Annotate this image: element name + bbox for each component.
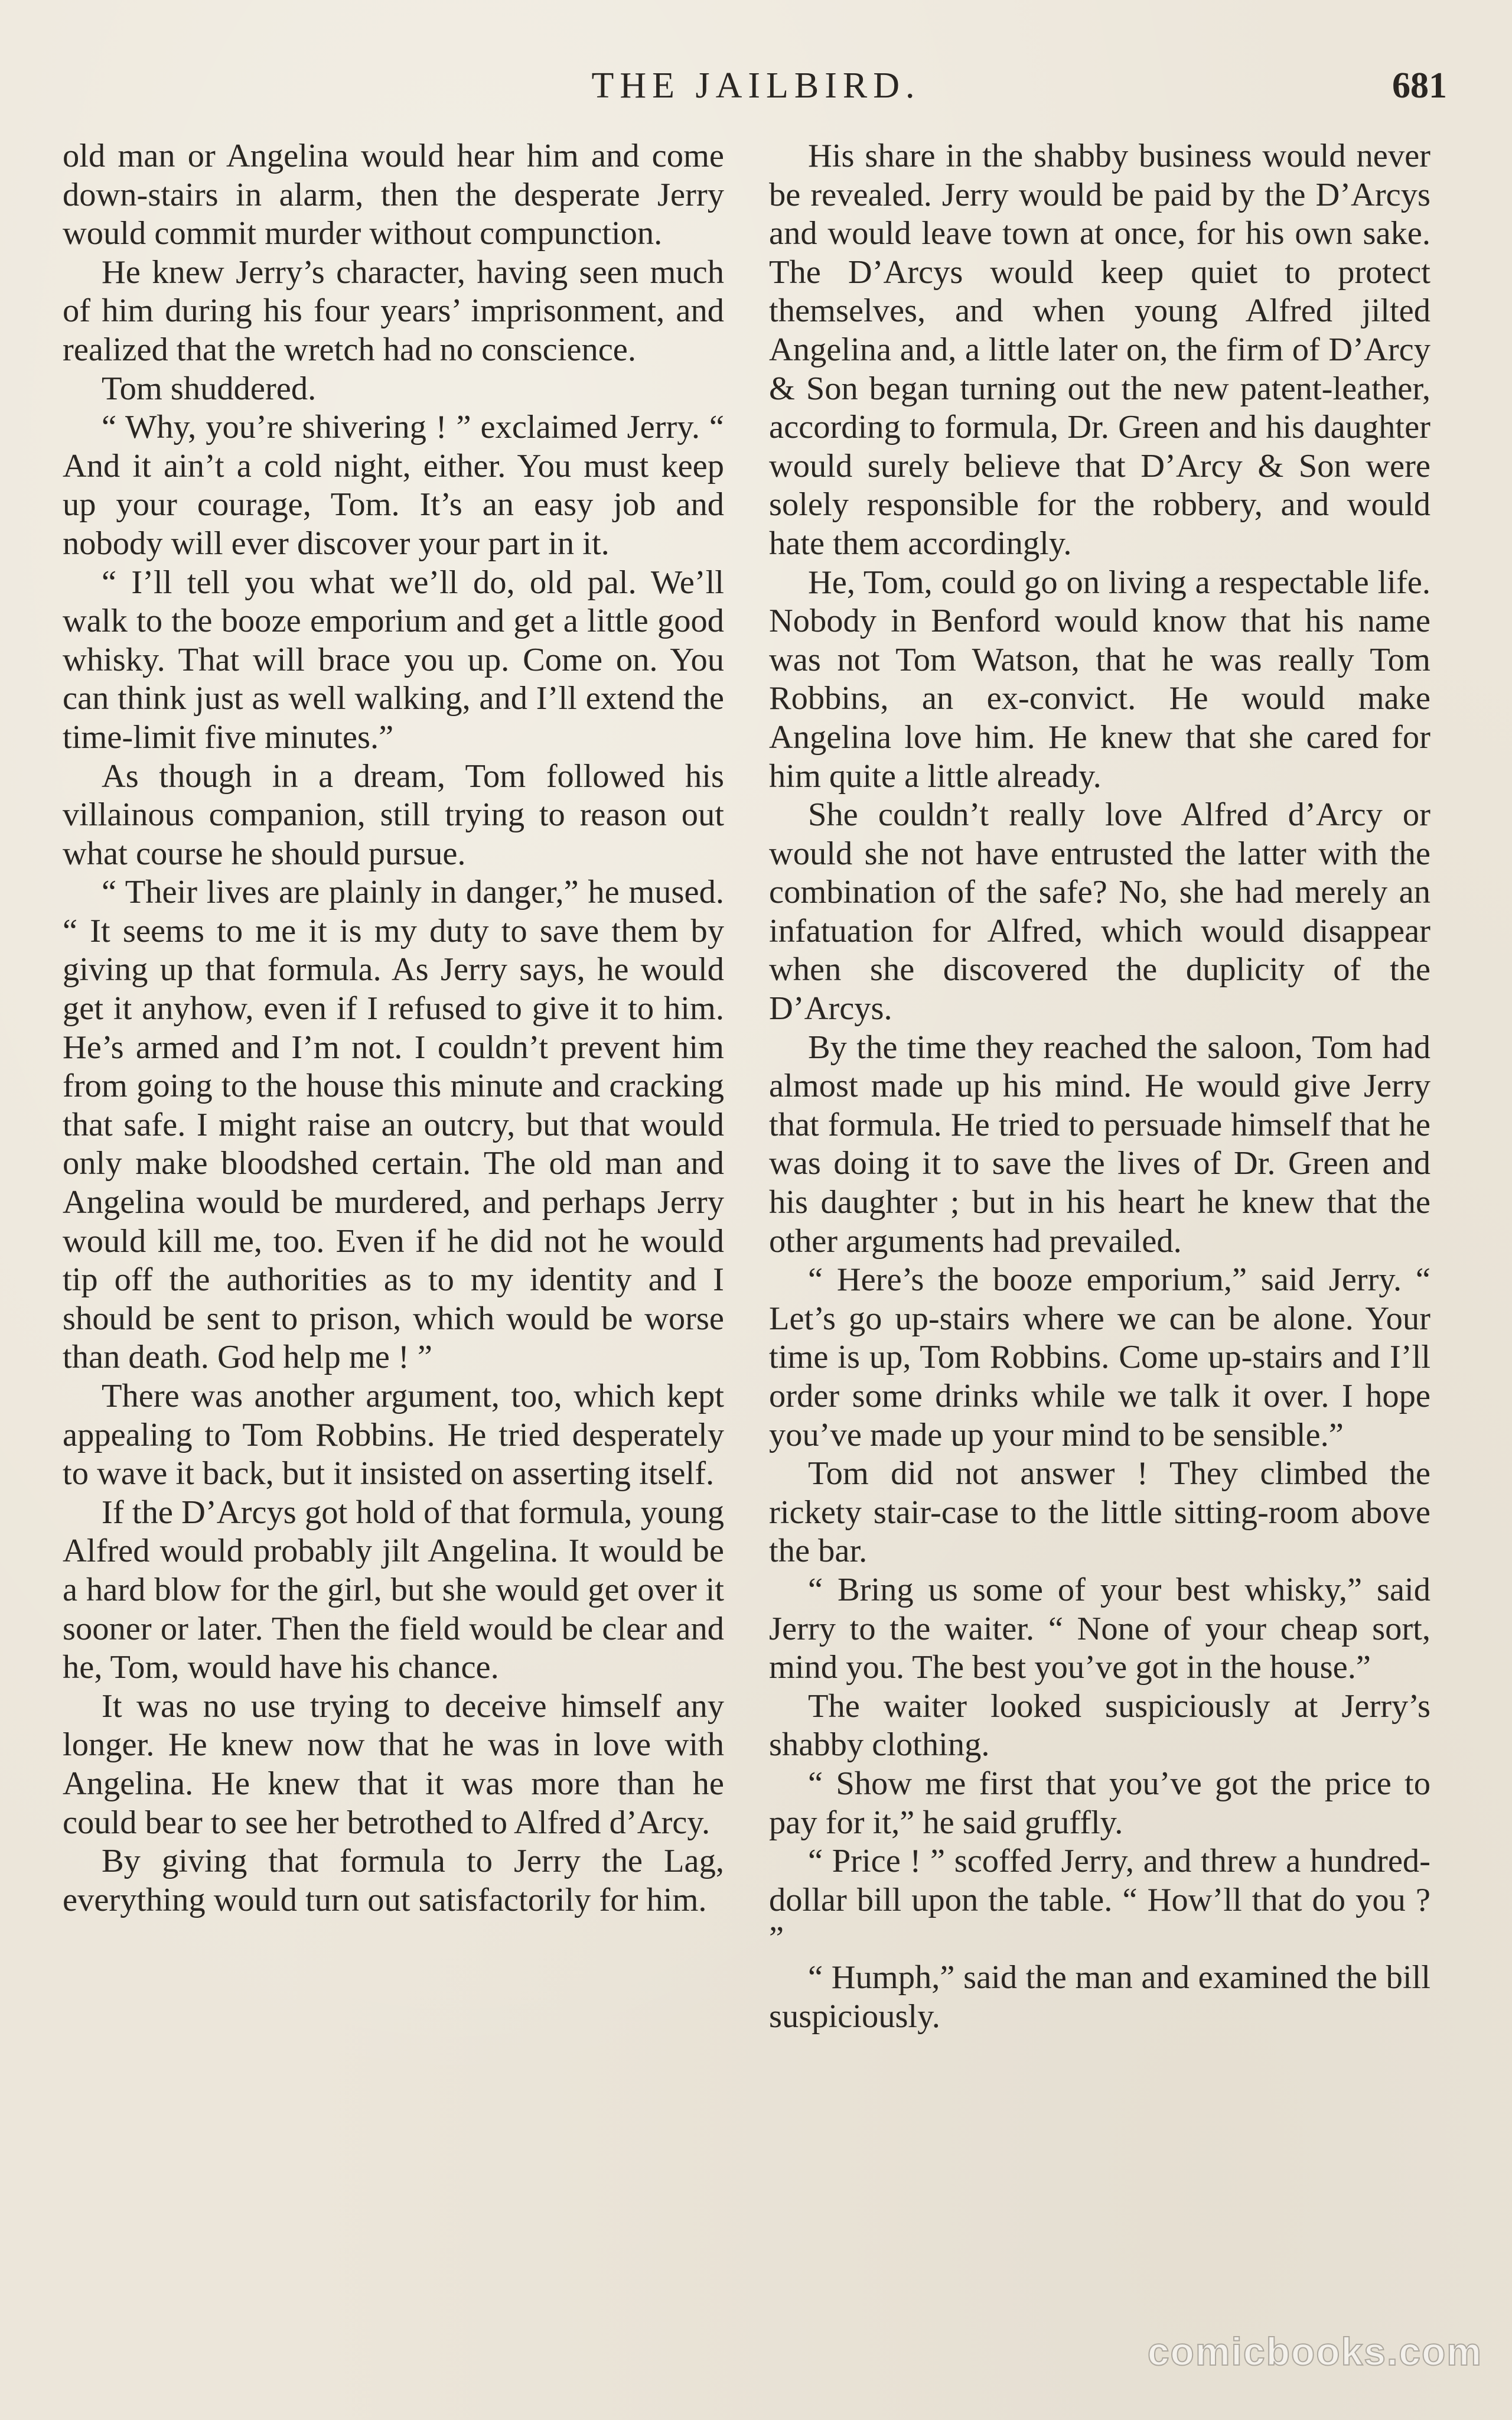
paragraph: It was no use trying to deceive himself any longer. He knew now that he was in love with Angelina. He knew that it was more than he could bear to see her betrothed to Alfred d’Arcy.	[63, 1687, 724, 1841]
paragraph: old man or Angelina would hear him and come down-stairs in alarm, then the desperate Jerry would commit murder without compunction.	[63, 138, 724, 252]
paragraph: “ Price ! ” scoffed Jerry, and threw a hundred-dollar bill upon the table. “ How’ll that do you ? ”	[769, 1843, 1430, 1957]
paragraph: “ Why, you’re shivering ! ” exclaimed Jerry. “ And it ain’t a cold night, either. You must keep up your courage, Tom. It’s an easy job and nobody will ever discover your part in it.	[63, 409, 724, 562]
paragraph: “ Show me first that you’ve got the price to pay for it,” he said gruffly.	[769, 1765, 1430, 1841]
paragraph: He, Tom, could go on living a respectable life. Nobody in Benford would know that his name was not Tom Watson, that he was really Tom Robbins, an ex-convict. He would make Angelina love him. He knew that she cared for him quite a little already.	[769, 564, 1430, 795]
paragraph: By giving that formula to Jerry the Lag, everything would turn out satisfactorily for him.	[63, 1843, 724, 1918]
paragraph: Tom shuddered.	[102, 370, 317, 407]
paragraph: If the D’Arcys got hold of that formula, young Alfred would probably jilt Angelina. It would be a hard blow for the girl, but she would get over it sooner or later. Then the field would be clear and he, Tom, would have his chance.	[63, 1494, 724, 1686]
right-column	[769, 137, 1430, 2036]
paragraph: Tom did not answer ! They climbed the rickety stair-case to the little sitting-room above the bar.	[769, 1455, 1430, 1570]
paragraph: “ Bring us some of your best whisky,” said Jerry to the waiter. “ None of your cheap sort, mind you. The best you’ve got in the house.”	[769, 1571, 1430, 1686]
running-header	[0, 59, 1512, 112]
paragraph: There was another argument, too, which kept appealing to Tom Robbins. He tried desperately to wave it back, but it insisted on asserting itself.	[63, 1378, 724, 1492]
site-watermark: comicbooks.com	[1147, 2330, 1482, 2373]
paragraph: “ I’ll tell you what we’ll do, old pal. We’ll walk to the booze emporium and get a little good whisky. That will brace you up. Come on. You can think just as well walking, and I’ll extend the time-limit five minutes.”	[63, 564, 724, 756]
paragraph: As though in a dream, Tom followed his villainous companion, still trying to reason out what course he should pursue.	[63, 757, 724, 872]
page-number: 681	[1392, 66, 1447, 106]
paragraph: She couldn’t really love Alfred d’Arcy or would she not have entrusted the latter with the combination of the safe? No, she had merely an infatuation for Alfred, which would disappear when she discovered the duplicity of the D’Arcys.	[769, 796, 1430, 1027]
paragraph: The waiter looked suspiciously at Jerry’s shabby clothing.	[769, 1687, 1430, 1764]
paragraph: He knew Jerry’s character, having seen much of him during his four years’ imprisonment, and realized that the wretch had no conscience.	[63, 253, 724, 368]
left-column	[63, 137, 724, 1920]
paragraph: By the time they reached the saloon, Tom had almost made up his mind. He would give Jerry that formula. He tried to persuade himself that he was doing it to save the lives of Dr. Green and his daughter ; but in his heart he knew that the other arguments had prevailed.	[769, 1029, 1430, 1260]
paragraph: “ Humph,” said the man and examined the bill suspiciously.	[769, 1959, 1430, 2035]
paragraph: “ Here’s the booze emporium,” said Jerry. “ Let’s go up-stairs where we can be alone. Your time is up, Tom Robbins. Come up-stairs and I’ll order some drinks while we talk it over. I hope you’ve made up your mind to be sensible.”	[769, 1261, 1430, 1453]
running-title: THE JAILBIRD.	[591, 66, 921, 106]
paragraph: His share in the shabby business would never be revealed. Jerry would be paid by the D’Arcys and would leave town at once, for his own sake. The D’Arcys would keep quiet to protect themselves, and when young Alfred jilted Angelina and, a little later on, the firm of D’Arcy & Son began turning out the new patent-leather, according to formula, Dr. Green and his daughter would surely believe that D’Arcy & Son were solely responsible for the robbery, and would hate them accordingly.	[769, 138, 1430, 562]
paragraph: “ Their lives are plainly in danger,” he mused. “ It seems to me it is my duty to save them by giving up that formula. As Jerry says, he would get it anyhow, even if I refused to give it to him. He’s armed and I’m not. I couldn’t prevent him from going to the house this minute and cracking that safe. I might raise an outcry, but that would only make bloodshed certain. The old man and Angelina would be murdered, and perhaps Jerry would kill me, too. Even if he did not he would tip off the authorities as to my identity and I should be sent to prison, which would be worse than death. God help me ! ”	[63, 874, 724, 1376]
